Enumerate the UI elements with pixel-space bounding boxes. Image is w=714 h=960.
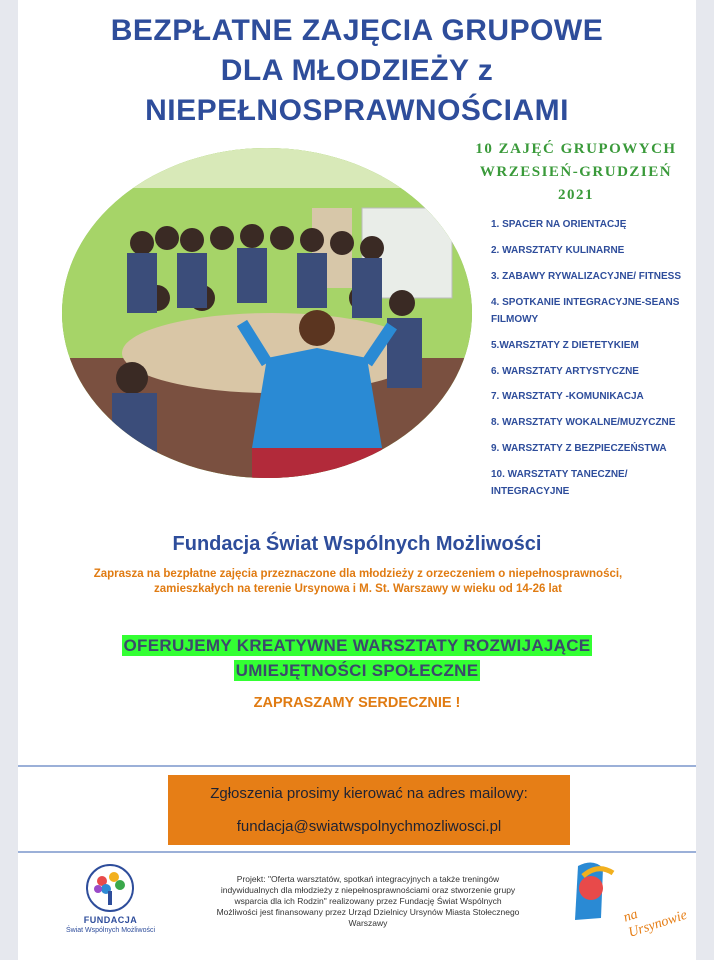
list-item: 5.WARSZTATY Z DIETETYKIEM: [491, 340, 639, 351]
welcome-text: ZAPRASZAMY SERDECZNIE !: [253, 695, 461, 711]
list-item: 8. WARSZTATY WOKALNE/MUZYCZNE: [491, 417, 676, 428]
logo-subtitle: Świat Wspólnych Możliwości: [65, 927, 156, 934]
group-photo-illustration: [62, 148, 472, 478]
list-item: 3. ZABAWY RYWALIZACYJNE/ FITNESS: [491, 271, 682, 282]
contact-prompt: Zgłoszenia prosimy kierować na adres mailowy:: [210, 785, 528, 802]
foundation-logo: [58, 863, 163, 943]
contact-email-link[interactable]: fundacja@swiatwspolnychmozliwosci.pl: [236, 818, 502, 835]
list-item: 7. WARSZTATY -KOMUNIKACJA: [491, 391, 644, 402]
ursynow-logo: [563, 858, 693, 941]
list-item: 2. WARSZTATY KULINARNE: [491, 245, 625, 256]
divider: [18, 851, 696, 853]
project-funding-text: Projekt: "Oferta warsztatów, spotkań integracyjnych a także treningów indywidualnych dla młodzieży z niepełnosprawnościami oraz stworzenie grupy wsparcia dla ich Rodzin" realizowany przez Fundację Świat Wspólnych Możliwości jest finansowany przez Urząd Dzielnicy Ursynów Miasta Stołecznego Warszawy: [216, 874, 520, 928]
logo-title: FUNDACJA: [83, 915, 138, 925]
offer-line-1-text: OFERUJEMY KREATYWNE WARSZTATY ROZWIJAJĄCE: [123, 636, 591, 655]
invitation-text: Zaprasza na bezpłatne zajęcia przeznaczone dla młodzieży z orzeczeniem o niepełnosprawności, zamieszkałych na terenie Ursynowa i M. St. Warszawy w wieku od 14-26 lat: [93, 568, 623, 595]
heading-line-2: DLA MŁODZIEŻY z: [220, 54, 494, 87]
list-item: 1. SPACER NA ORIENTACJĘ: [491, 219, 627, 230]
tree-logo-icon: [58, 863, 163, 915]
offer-line-2: [18, 661, 696, 681]
offer-line-2-text: UMIEJĘTNOŚCI SPOŁECZNE: [235, 661, 479, 680]
list-item: 4. SPOTKANIE INTEGRACYJNE-SEANS FILMOWY: [491, 297, 680, 325]
schedule-count: 10 ZAJĘĆ GRUPOWYCH: [475, 141, 677, 157]
list-item: 10. WARSZTATY TANECZNE/ INTEGRACYJNE: [491, 469, 628, 497]
offer-line-1: [18, 636, 696, 656]
group-photo: [62, 148, 472, 478]
foundation-name: Fundacja Świat Wspólnych Możliwości: [172, 533, 542, 555]
list-item: 9. WARSZTATY Z BEZPIECZEŃSTWA: [491, 443, 667, 454]
schedule-year: 2021: [558, 187, 594, 203]
poster: [18, 0, 696, 960]
list-item: 6. WARSZTATY ARTYSTYCZNE: [491, 366, 639, 377]
ursynow-logo-text: na Ursynowie: [621, 906, 690, 941]
heading-line-1: BEZPŁATNE ZAJĘCIA GRUPOWE: [110, 14, 604, 47]
left-margin: [0, 0, 18, 960]
heading-line-3: NIEPEŁNOSPRAWNOŚCIAMI: [145, 94, 569, 127]
contact-box: [168, 775, 570, 845]
divider: [18, 765, 696, 767]
schedule-months: WRZESIEŃ-GRUDZIEŃ: [479, 164, 673, 180]
ursynow-emblem-icon: [563, 858, 633, 928]
